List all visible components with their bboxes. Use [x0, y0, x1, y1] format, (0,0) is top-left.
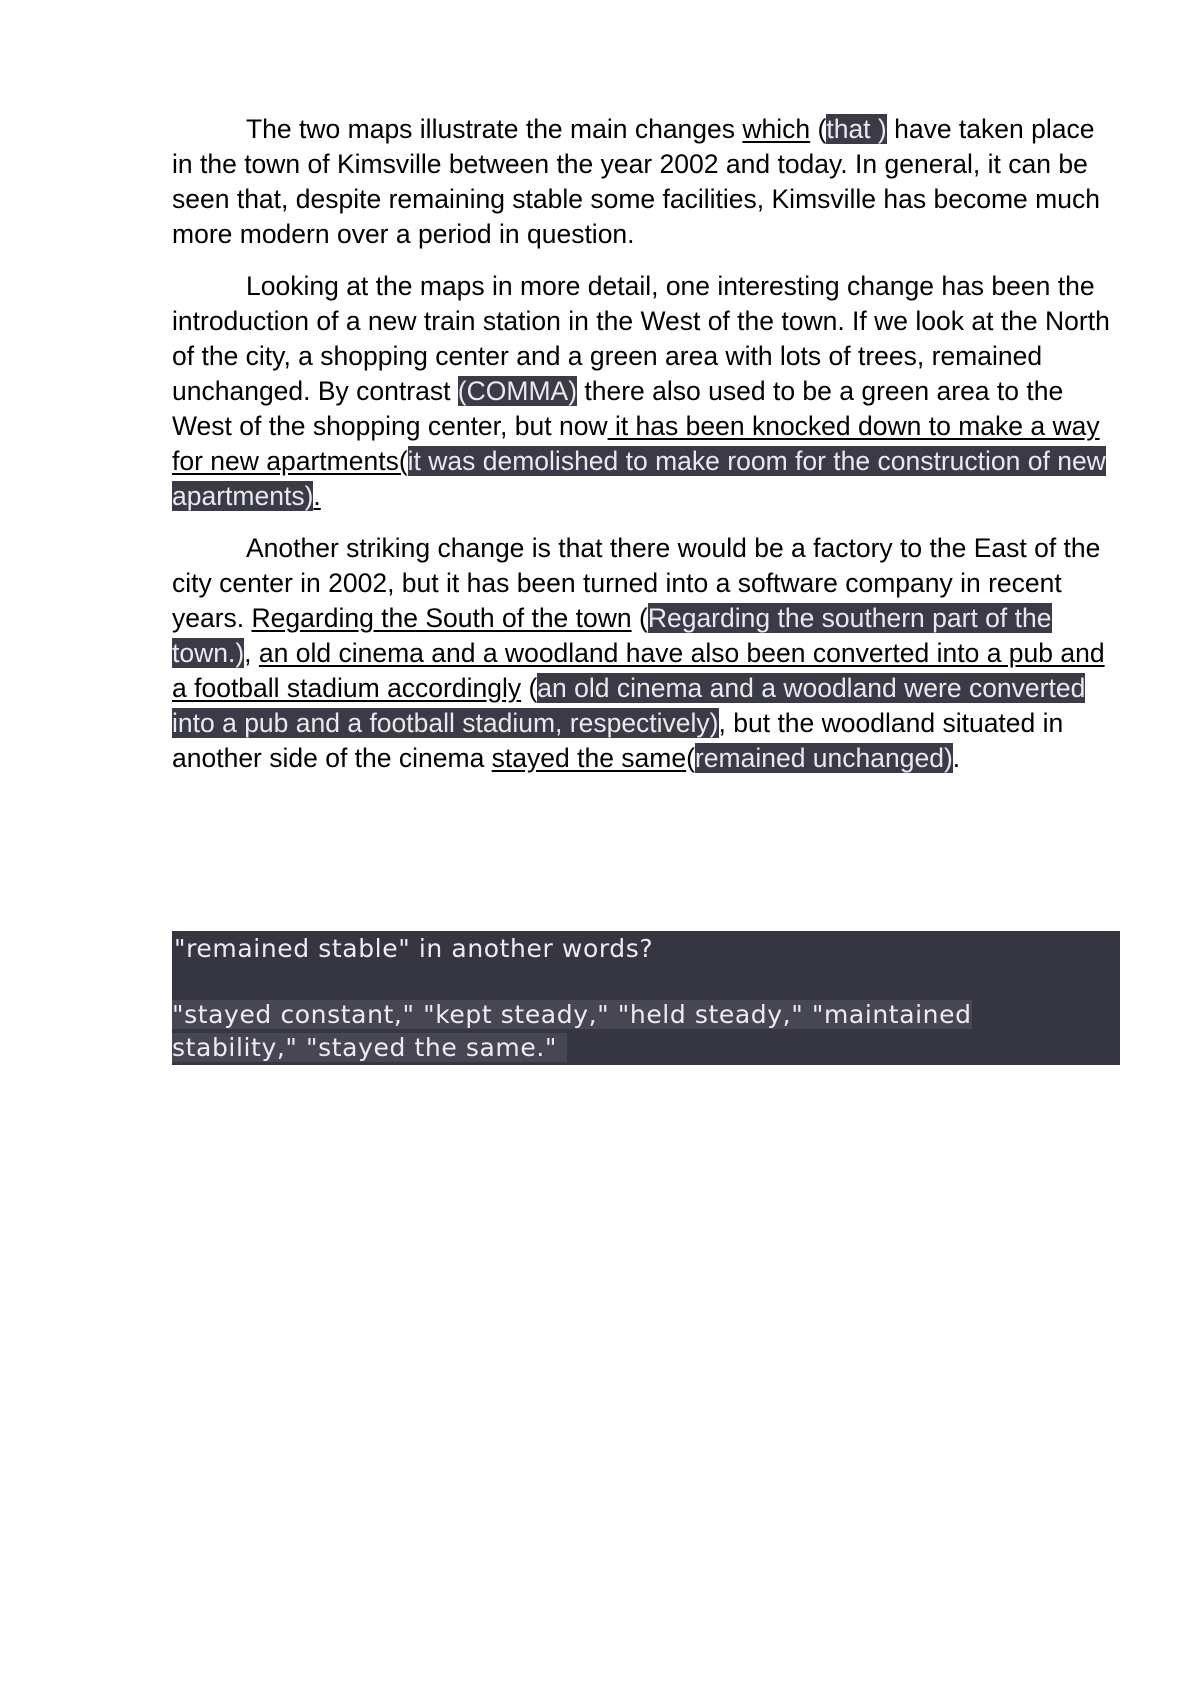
underlined-text: an old cinema and a woodland have also been converted into a pub and a football stadium accordingly: [172, 638, 1105, 703]
text: Another striking change is that there would be a factory to the East of the city center in 2002, but it has been turned into a software company in recent years.: [172, 533, 1101, 633]
highlighted-correction: (COMMA): [457, 376, 578, 406]
text: (: [521, 673, 538, 703]
paragraph-1[interactable]: [172, 112, 1120, 252]
underlined-text: which: [742, 114, 811, 144]
paragraph-2[interactable]: [172, 269, 1120, 514]
highlighted-note-block: [172, 931, 1120, 1065]
text: (: [686, 743, 695, 773]
highlighted-correction: an old cinema and a woodland were converted into a pub and a football stadium, respectively): [172, 673, 1086, 738]
document-body: [172, 112, 1120, 793]
text: ,: [244, 638, 259, 668]
underlined-text: Regarding the South of the town: [251, 603, 632, 633]
text: .: [952, 743, 961, 773]
text: The two maps illustrate the main changes: [246, 114, 743, 144]
note-answer: [172, 998, 1072, 1064]
highlighted-correction: it was demolished to make room for the construction of new apartments): [172, 446, 1106, 511]
text: Looking at the maps in more detail, one interesting change has been the introduction of a new train station in the West of the town. If we look at the North of the city, a shopping center and a green area with lots of trees, remained unchanged. By contrast: [172, 271, 1110, 406]
note-answer-text: "stayed constant," "kept steady," "held steady," "maintained stability," "stayed the same.": [172, 1000, 972, 1062]
underlined-text: stayed the same: [491, 743, 687, 773]
highlighted-correction: Regarding the southern part of the town.): [172, 603, 1052, 668]
underlined-text: it has been knocked down to make a way for new apartments(: [172, 411, 1100, 476]
note-question: "remained stable" in another words?: [174, 934, 654, 963]
text: , but the woodland situated in another side of the cinema: [172, 708, 1064, 773]
text: (: [631, 603, 648, 633]
highlighted-correction: remained unchanged): [694, 743, 953, 773]
text: there also used to be a green area to the West of the shopping center, but now: [172, 376, 1064, 441]
highlighted-correction: that ): [826, 114, 887, 144]
underlined-text: .: [313, 481, 321, 511]
text: have taken place in the town of Kimsville between the year 2002 and today. In general, it can be seen that, despite remaining stable some facilities, Kimsville has become much more modern over a period in question.: [172, 114, 1100, 249]
paragraph-3[interactable]: [172, 531, 1120, 776]
text: (: [810, 114, 827, 144]
